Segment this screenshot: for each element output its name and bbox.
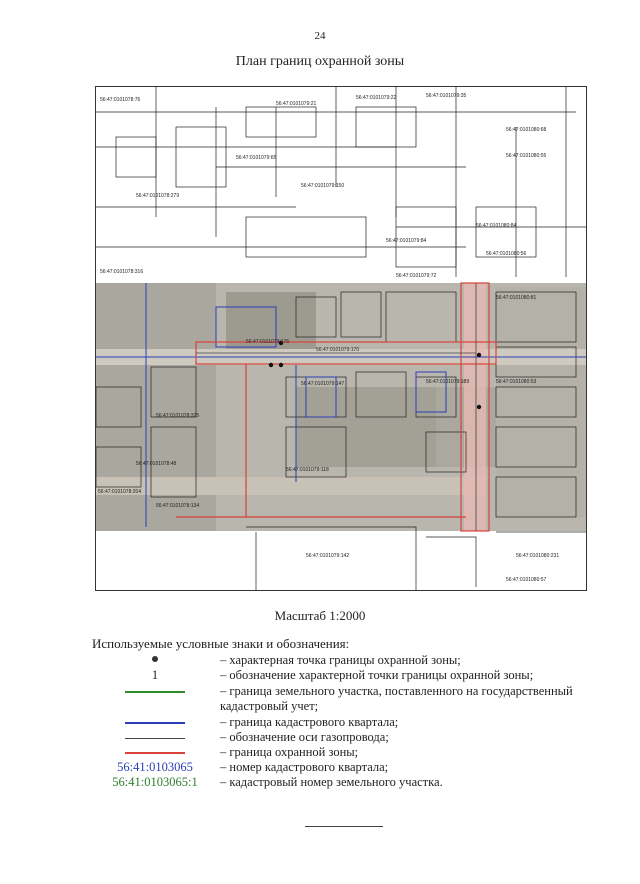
map-label: 56:47:0101079:142 xyxy=(306,553,350,559)
map-label: 56:47:0101080:57 xyxy=(506,577,547,583)
legend-text: – обозначение характерной точки границы охранной зоны; xyxy=(220,668,534,682)
map-label: 56:47:0101078:316 xyxy=(100,269,144,275)
map-label: 56:47:0101079:176 xyxy=(246,339,290,345)
blue-line-icon xyxy=(125,722,185,724)
map-label: 56:47:0101078:279 xyxy=(136,193,180,199)
map-label: 56:47:0101079:150 xyxy=(301,183,345,189)
bottom-rule xyxy=(305,826,383,827)
legend-text: – граница кадастрового квартала; xyxy=(220,715,399,729)
cadastral-map xyxy=(95,86,587,591)
map-label: 56:47:0101078:48 xyxy=(136,461,177,467)
green-line-icon xyxy=(125,691,185,693)
map-label: 56:47:0101080:56 xyxy=(486,251,527,257)
map-drawing xyxy=(96,87,586,590)
legend-text: – граница охранной зоны; xyxy=(220,745,359,759)
legend-point-symbol xyxy=(105,653,205,669)
map-label: 56:47:0101079:118 xyxy=(286,467,329,473)
legend-red-symbol xyxy=(105,745,205,761)
map-label: 56:47:0101080:55 xyxy=(506,153,547,159)
map-label: 56:47:0101080:68 xyxy=(506,127,547,133)
red-line-icon xyxy=(125,752,185,754)
legend-row xyxy=(0,760,640,776)
map-label: 56:47:0101078:76 xyxy=(100,97,141,103)
legend-text: – обозначение оси газопровода; xyxy=(220,730,389,744)
legend-text: – граница земельного участка, поставленного на государственный кадастровый учет; xyxy=(220,684,573,713)
legend-blue-symbol xyxy=(105,715,205,731)
map-scale: Масштаб 1:2000 xyxy=(274,608,366,623)
map-label: 56:47:0101080:231 xyxy=(516,553,560,559)
page-number: 24 xyxy=(314,30,326,42)
map-label: 56:47:0101080:53 xyxy=(496,379,537,385)
legend-row xyxy=(0,684,640,713)
legend-row xyxy=(0,715,640,731)
legend-text: – номер кадастрового квартала; xyxy=(220,760,389,774)
legend-parcel-symbol: 56:41:0103065:1 xyxy=(112,775,198,789)
map-label: 56:47:0101079:72 xyxy=(396,273,437,279)
legend-row xyxy=(0,668,640,684)
legend-row xyxy=(0,745,640,761)
map-label: 56:47:0101080:84 xyxy=(476,223,517,229)
map-label: 56:47:0101079:147 xyxy=(301,381,345,387)
map-label: 56:47:0101078:325 xyxy=(156,413,200,419)
legend-text: – кадастровый номер земельного участка. xyxy=(220,775,443,789)
map-label: 56:47:0101079:21 xyxy=(276,101,317,107)
legend-row xyxy=(0,730,640,746)
legend-green-symbol xyxy=(105,684,205,700)
legend-row xyxy=(0,653,640,669)
page-title: План границ охранной зоны xyxy=(235,54,405,69)
map-label: 56:47:0101080:81 xyxy=(496,295,537,301)
map-label: 56:47:0101079:170 xyxy=(316,347,360,353)
map-label: 56:47:0101078:134 xyxy=(156,503,200,509)
legend-title: Используемые условные знаки и обозначения: xyxy=(92,636,350,651)
map-label: 56:47:0101079:35 xyxy=(426,93,467,99)
map-label: 56:47:0101079:189 xyxy=(426,379,470,385)
legend-axis-symbol xyxy=(105,730,205,746)
map-label: 56:47:0101079:22 xyxy=(356,95,397,101)
legend-number-symbol: 1 xyxy=(151,668,159,682)
point-icon xyxy=(152,656,158,662)
legend-quarter-symbol: 56:41:0103065 xyxy=(117,760,193,774)
legend-row xyxy=(0,775,640,791)
axis-line-icon xyxy=(125,738,185,739)
map-label: 56:47:0101079:84 xyxy=(386,238,427,244)
legend-text: – характерная точка границы охранной зоны; xyxy=(220,653,461,667)
map-label: 56:47:0101078:204 xyxy=(98,489,142,495)
map-label: 56:47:0101079:65 xyxy=(236,155,277,161)
